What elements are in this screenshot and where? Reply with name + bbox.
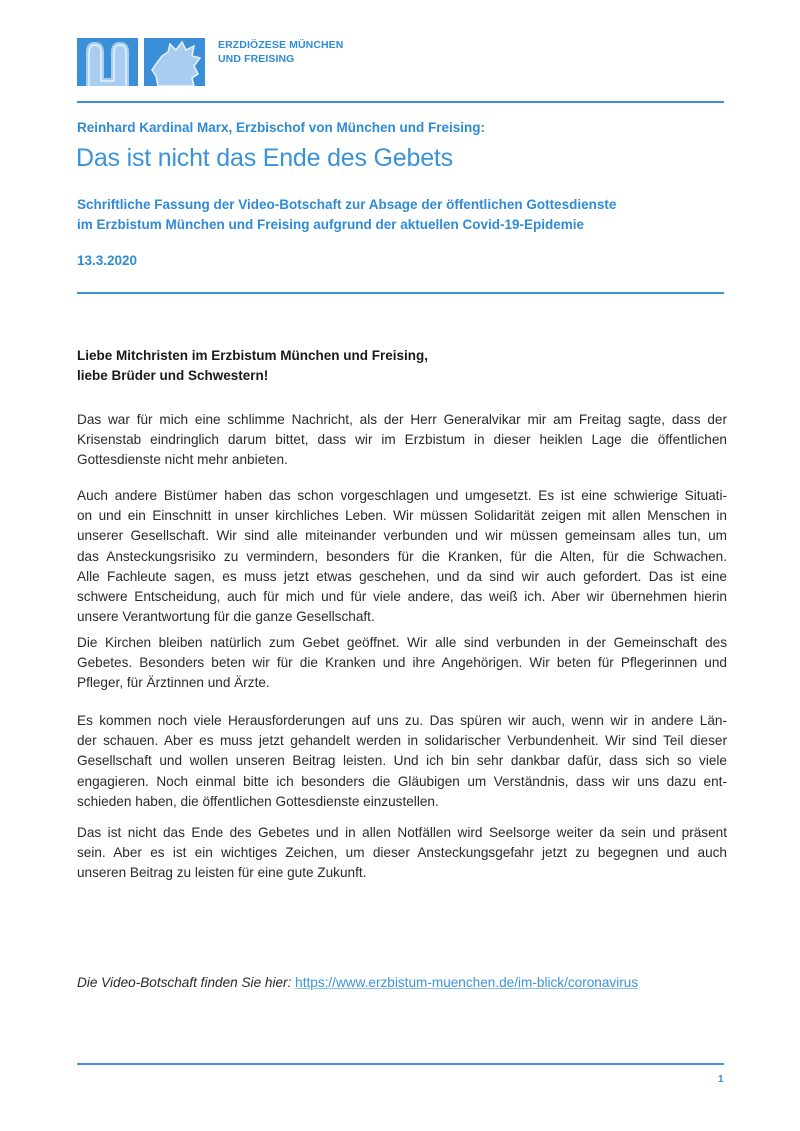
video-note-label: Die Video-Botschaft finden Sie hier: [77, 975, 292, 990]
paragraph-1 [77, 410, 727, 471]
text-line: der schauen. Aber es muss jetzt gehandelt werden in solidarischer Verbundenheit. Wir sind Teil dieser [77, 733, 727, 749]
paragraph-5 [77, 823, 727, 884]
logo-wordmark [218, 38, 343, 66]
text-line: Alle Fachleute sagen, es muss jetzt etwas geschehen, und da sind wir auch gefordert. Das ist eine [77, 568, 727, 584]
salutation [77, 346, 428, 386]
text-line: unsere Verantwortung für die ganze Gesellschaft. [77, 609, 375, 625]
text-line: schwere Entscheidung, auch für mich und für viele andere, das weiß ich. Aber wir übernehmen hierin [77, 589, 727, 605]
text-line: Das war für mich eine schlimme Nachricht, als der Herr Generalvikar mir am Freitag sagte, dass der [77, 412, 727, 427]
text-line: Die Kirchen bleiben natürlich zum Gebet geöffnet. Wir alle sind verbunden in der Gemeinschaft des [77, 635, 727, 650]
text-line: schieden haben, die öffentlichen Gottesdienste einzustellen. [77, 793, 439, 809]
author-line: Reinhard Kardinal Marx, Erzbischof von München und Freising: [77, 120, 486, 135]
document-title: Das ist nicht das Ende des Gebets [76, 144, 453, 172]
text-line: on und ein Einschnitt in unser kirchliches Leben. Wir müssen Solidarität zeigen mit allen Menschen in [77, 508, 727, 524]
text-line: Auch andere Bistümer haben das schon vorgeschlagen und umgesetzt. Es ist eine schwierige Situati- [77, 488, 727, 503]
salutation-line2: liebe Brüder und Schwestern! [77, 368, 269, 383]
paragraph-4 [77, 711, 727, 812]
archdiocese-logo [77, 38, 343, 86]
text-line: Das ist nicht das Ende des Gebetes und in allen Notfällen wird Seelsorge weiter da sein und präsent [77, 825, 727, 840]
subtitle-line1: Schriftliche Fassung der Video-Botschaft zur Absage der öffentlichen Gottesdienste [77, 197, 617, 212]
video-message-link[interactable]: https://www.erzbistum-muenchen.de/im-blick/coronavirus [295, 975, 639, 990]
text-line: Gottesdienste nicht mehr anbieten. [77, 452, 288, 468]
text-line: Es kommen noch viele Herausforderungen auf uns zu. Das spüren wir auch, wenn wir in andere Län- [77, 713, 727, 728]
paragraph-2 [77, 486, 727, 627]
page-number: 1 [718, 1074, 724, 1085]
subtitle-line2: im Erzbistum München und Freising aufgrund der aktuellen Covid-19-Epidemie [77, 217, 585, 232]
video-message-note [77, 975, 638, 990]
salutation-line1: Liebe Mitchristen im Erzbistum München und Freising, [77, 348, 429, 363]
text-line: Pfleger, für Ärztinnen und Ärzte. [77, 675, 270, 691]
text-line: engagieren. Noch einmal bitte ich besonders die Gläubigen um Verständnis, dass wir uns dazu ent- [77, 773, 727, 789]
text-line: sein. Aber es ist ein wichtiges Zeichen, um dieser Ansteckungsgefahr jetzt zu begegnen und auch [77, 845, 727, 861]
text-line: Gesellschaft und wollen unseren Beitrag leisten. Und ich bin sehr dankbar dafür, dass sich so viele [77, 753, 727, 769]
logo-text-line2: UND FREISING [218, 53, 295, 65]
header-divider [77, 101, 724, 103]
frauenkirche-towers-icon [77, 38, 138, 86]
moor-head-crown-icon [144, 38, 205, 86]
text-line: unseren Beitrag zu leisten für eine gute Zukunft. [77, 865, 367, 881]
text-line: Gebetes. Besonders beten wir für die Kranken und ihre Angehörigen. Wir beten für Pflegerinnen und [77, 655, 727, 671]
document-date: 13.3.2020 [77, 253, 138, 268]
logo-text-line1: ERZDIÖZESE MÜNCHEN [218, 39, 344, 51]
text-line: Krisenstab eindringlich darum bittet, dass wir im Erzbistum in dieser heiklen Lage die öffentlichen [77, 432, 727, 448]
text-line: das Ansteckungsrisiko zu vermindern, besonders für die Kranken, für die Alten, für die Schwachen. [77, 548, 727, 564]
footer-divider [77, 1063, 724, 1065]
document-subtitle [77, 195, 616, 235]
paragraph-3 [77, 633, 727, 694]
intro-divider [77, 292, 724, 294]
text-line: unserer Gesellschaft. Wir sind alle miteinander verbunden und wir müssen gemeinsam alles tun, um [77, 528, 727, 544]
